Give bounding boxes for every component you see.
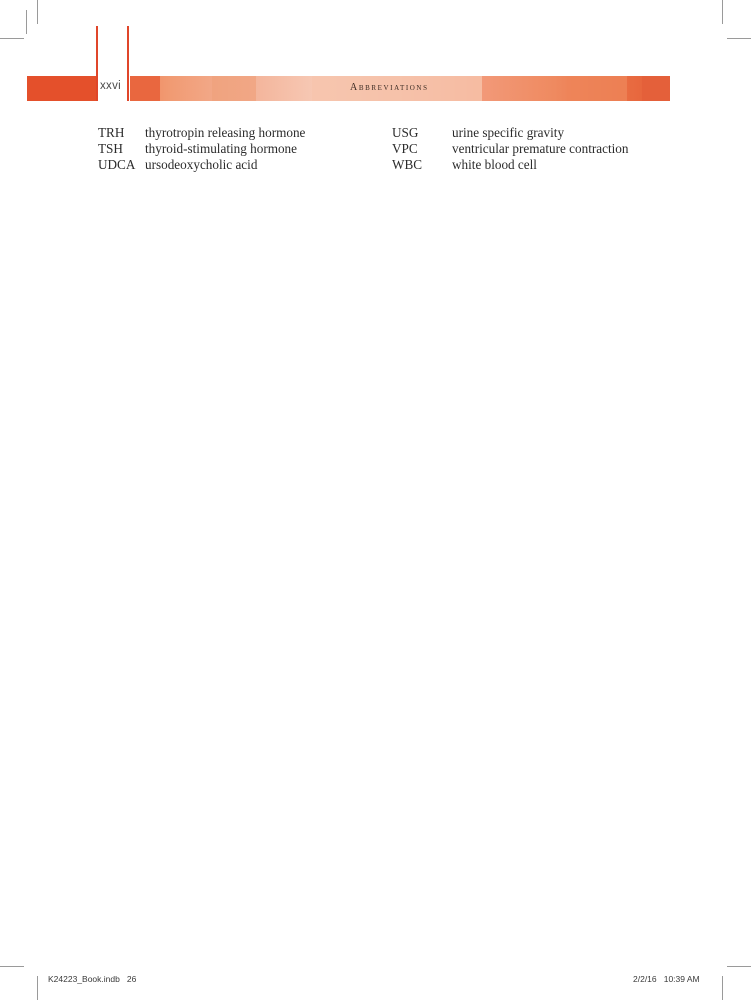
- abbreviation-definition: thyrotropin releasing hormone: [145, 125, 306, 140]
- header-band-segment: [130, 76, 160, 101]
- abbreviation-definition: ventricular premature contraction: [452, 141, 629, 156]
- abbreviation-definition: thyroid-stimulating hormone: [145, 141, 298, 156]
- crop-mark-bottom-right-h: [727, 966, 751, 967]
- abbreviation-term: USG: [392, 125, 419, 140]
- crop-mark-bottom-right-v: [722, 976, 723, 1000]
- abbreviation-definition: white blood cell: [452, 157, 537, 172]
- abbreviation-term: WBC: [392, 157, 423, 172]
- abbreviation-definition: ursodeoxycholic acid: [145, 157, 258, 172]
- header-band-segment: [212, 76, 256, 101]
- crop-mark-top-left-h: [0, 38, 24, 39]
- abbreviation-term: TRH: [98, 125, 125, 140]
- header-rule-right: [127, 26, 129, 101]
- abbreviation-term: VPC: [392, 141, 418, 156]
- abbreviation-term: TSH: [98, 141, 123, 156]
- abbreviation-definition: urine specific gravity: [452, 125, 565, 140]
- crop-mark-top-left-v: [37, 0, 38, 24]
- crop-mark-bottom-left-h: [0, 966, 24, 967]
- crop-mark-top-left-v2: [26, 10, 27, 34]
- header-rule-left: [96, 26, 98, 101]
- crop-mark-top-right-h: [727, 38, 751, 39]
- running-head: Abbreviations: [350, 82, 429, 93]
- abbreviation-term: UDCA: [98, 157, 136, 172]
- header-band-segment: [642, 76, 670, 101]
- footer-date-slug: 2/2/16 10:39 AM: [633, 974, 700, 984]
- header-band-left-block: [27, 76, 97, 101]
- crop-mark-bottom-left-v: [37, 976, 38, 1000]
- page-number: xxvi: [100, 80, 122, 92]
- header-band-segment: [567, 76, 627, 101]
- crop-mark-top-right-v: [722, 0, 723, 24]
- footer-file-slug: K24223_Book.indb 26: [48, 974, 137, 984]
